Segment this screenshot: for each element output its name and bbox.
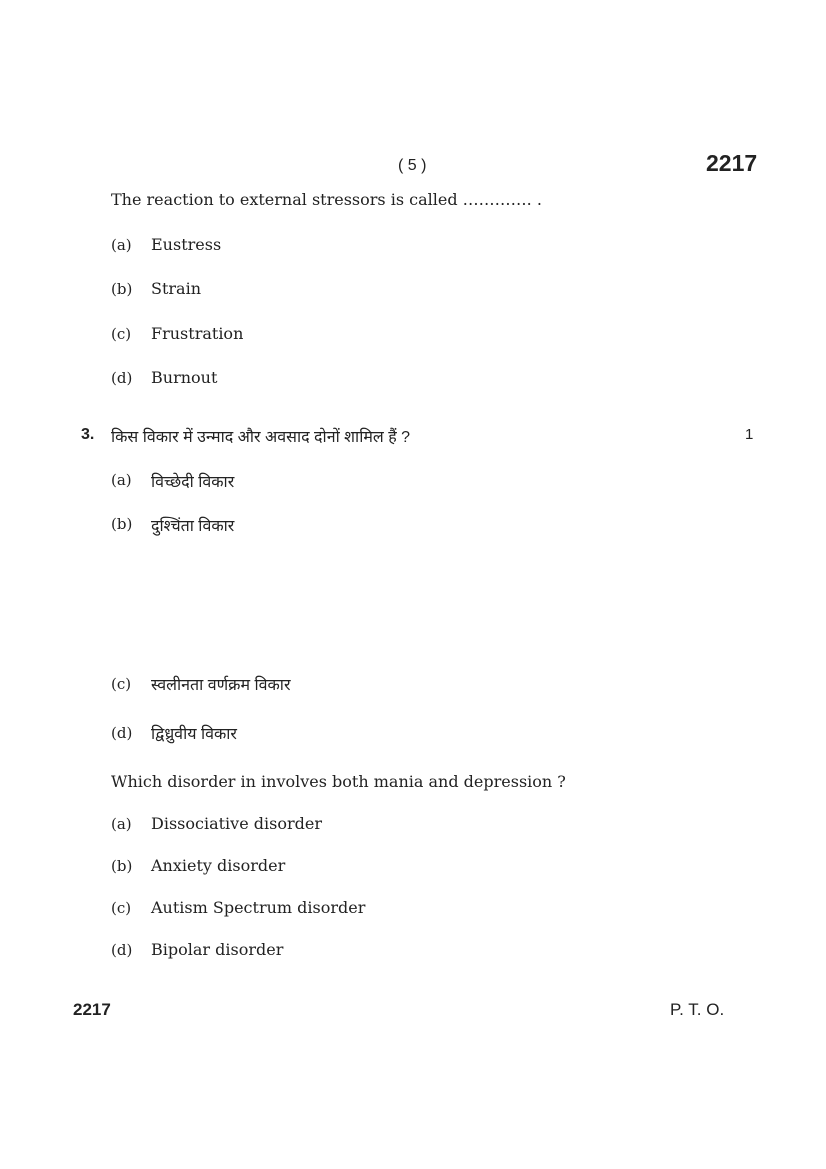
- option-text-hindi: विच्छेदी विकार: [151, 474, 235, 491]
- option-label: (c): [111, 325, 132, 343]
- option-label: (d): [111, 724, 133, 742]
- page-number: ( 5 ): [398, 157, 427, 174]
- option-label: (c): [111, 899, 132, 917]
- option-text: Autism Spectrum disorder: [151, 898, 366, 917]
- option-label: (d): [111, 369, 133, 387]
- option-text: Frustration: [151, 324, 244, 343]
- option-text-hindi: स्वलीनता वर्णक्रम विकार: [151, 677, 291, 694]
- option-label: (c): [111, 675, 132, 693]
- option-label: (d): [111, 941, 133, 959]
- option-label: (b): [111, 515, 133, 533]
- option-text: Burnout: [151, 368, 218, 387]
- question-text: Which disorder in involves both mania and depression ?: [111, 772, 566, 791]
- option-text-hindi: दुश्चिंता विकार: [151, 518, 235, 535]
- option-label: (a): [111, 236, 132, 254]
- option-label: (a): [111, 815, 132, 833]
- marks: 1: [745, 426, 754, 443]
- option-label: (b): [111, 857, 133, 875]
- option-text: Strain: [151, 279, 201, 298]
- paper-code-header: 2217: [706, 150, 758, 176]
- paper-code-footer: 2217: [73, 1000, 111, 1019]
- option-text: Anxiety disorder: [151, 856, 286, 875]
- question-number: 3.: [81, 426, 95, 443]
- option-label: (a): [111, 471, 132, 489]
- question-text-hindi: किस विकार में उन्माद और अवसाद दोनों शामिल हैं ?: [111, 429, 411, 446]
- option-text-hindi: द्विध्रुवीय विकार: [151, 726, 237, 743]
- option-text: Bipolar disorder: [151, 940, 284, 959]
- option-label: (b): [111, 280, 133, 298]
- question-text: The reaction to external stressors is called …………. .: [111, 190, 542, 209]
- pto-text: P. T. O.: [670, 1000, 725, 1019]
- option-text: Eustress: [151, 235, 222, 254]
- option-text: Dissociative disorder: [151, 814, 322, 833]
